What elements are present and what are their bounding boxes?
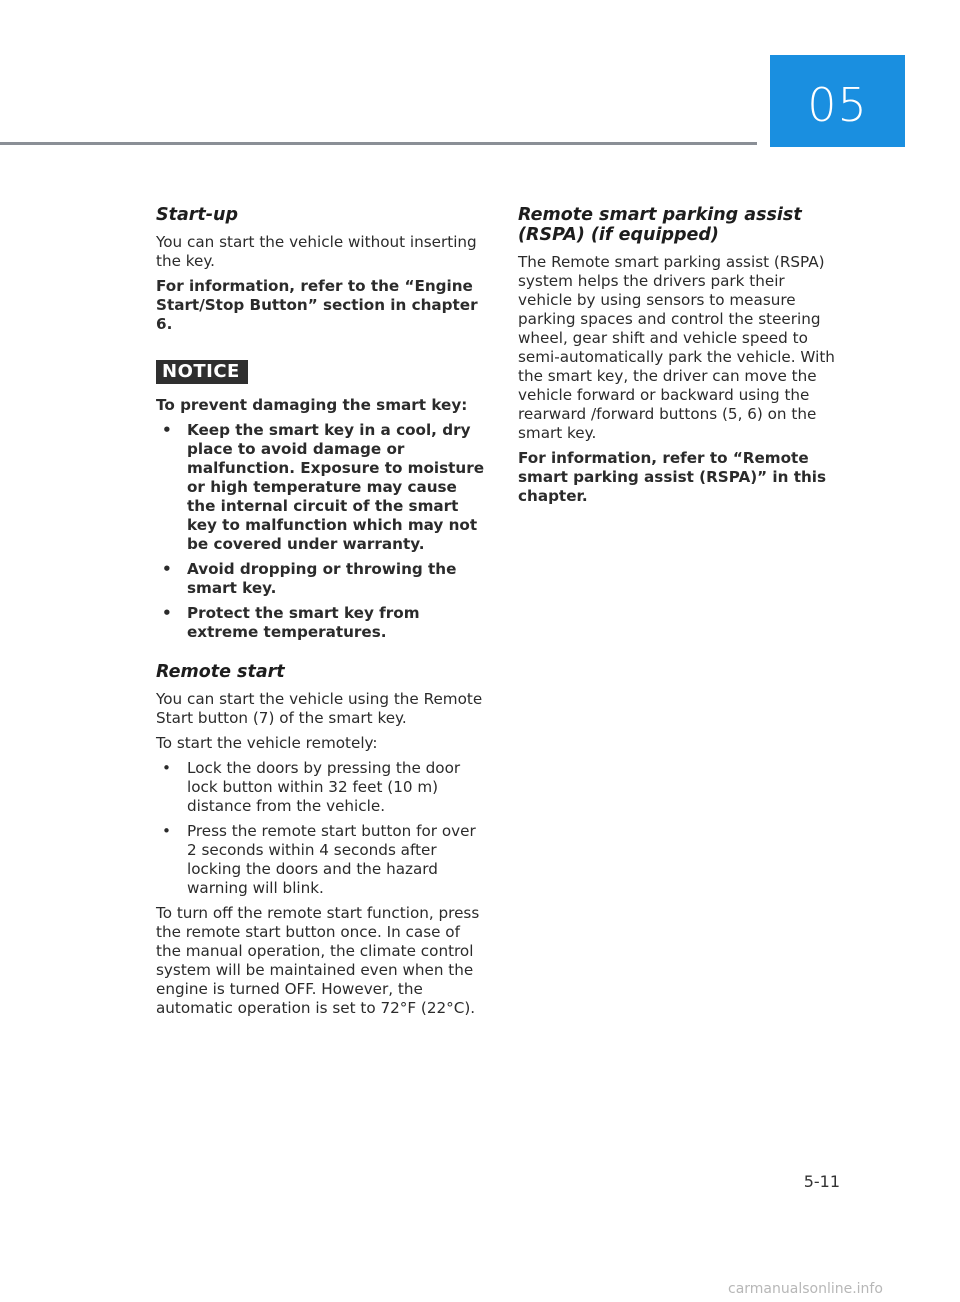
remote-start-steps [156, 759, 486, 898]
remote-start-text: You can start the vehicle using the Remote Start button (7) of the smart key. [156, 690, 483, 727]
remote-start-step: • Lock the doors by pressing the door lock button within 32 feet (10 m) distance from the vehicle. [156, 759, 486, 816]
notice-list [156, 421, 486, 642]
remote-start-steps-intro: To start the vehicle remotely: [156, 734, 378, 752]
remote-start-heading: Remote start [156, 662, 285, 682]
notice-intro: To prevent damaging the smart key: [156, 396, 468, 414]
watermark: carmanualsonline.info [728, 1281, 883, 1297]
startup-heading: Start-up [156, 205, 239, 225]
rspa-heading: Remote smart parking assist (RSPA) (if equipped) [518, 205, 802, 245]
remote-start-step: • Press the remote start button for over 2 seconds within 4 seconds after locking the doors and the hazard warning will blink. [156, 822, 486, 898]
notice-badge: NOTICE [156, 360, 248, 384]
header-rule [0, 142, 757, 145]
left-column [156, 205, 486, 1024]
page-number: 5-11 [803, 1172, 840, 1191]
right-column [518, 205, 843, 512]
chapter-tab [770, 55, 905, 147]
notice-item: • Keep the smart key in a cool, dry place to avoid damage or malfunction. Exposure to moisture or high temperature may cause the internal circuit of the smart key to malfunction which may not be covered under warranty. [156, 421, 486, 554]
rspa-reference: For information, refer to “Remote smart parking assist (RSPA)” in this chapter. [518, 449, 827, 505]
chapter-number: 05 [807, 78, 868, 132]
notice-item: • Avoid dropping or throwing the smart key. [156, 560, 486, 598]
startup-text: You can start the vehicle without inserting the key. [156, 233, 477, 270]
rspa-text: The Remote smart parking assist (RSPA) system helps the drivers park their vehicle by using sensors to measure parking spaces and control the steering wheel, gear shift and vehicle speed to semi-automatically park the vehicle. With the smart key, the driver can move the vehicle forward or backward using the rearward /forward buttons (5, 6) on the smart key. [518, 253, 835, 442]
notice-item: • Protect the smart key from extreme temperatures. [156, 604, 486, 642]
startup-reference: For information, refer to the “Engine Start/Stop Button” section in chapter 6. [156, 277, 478, 333]
remote-start-off-text: To turn off the remote start function, press the remote start button once. In case of the manual operation, the climate control system will be maintained even when the engine is turned OFF. However, the automatic operation is set to 72°F (22°C). [156, 904, 480, 1017]
